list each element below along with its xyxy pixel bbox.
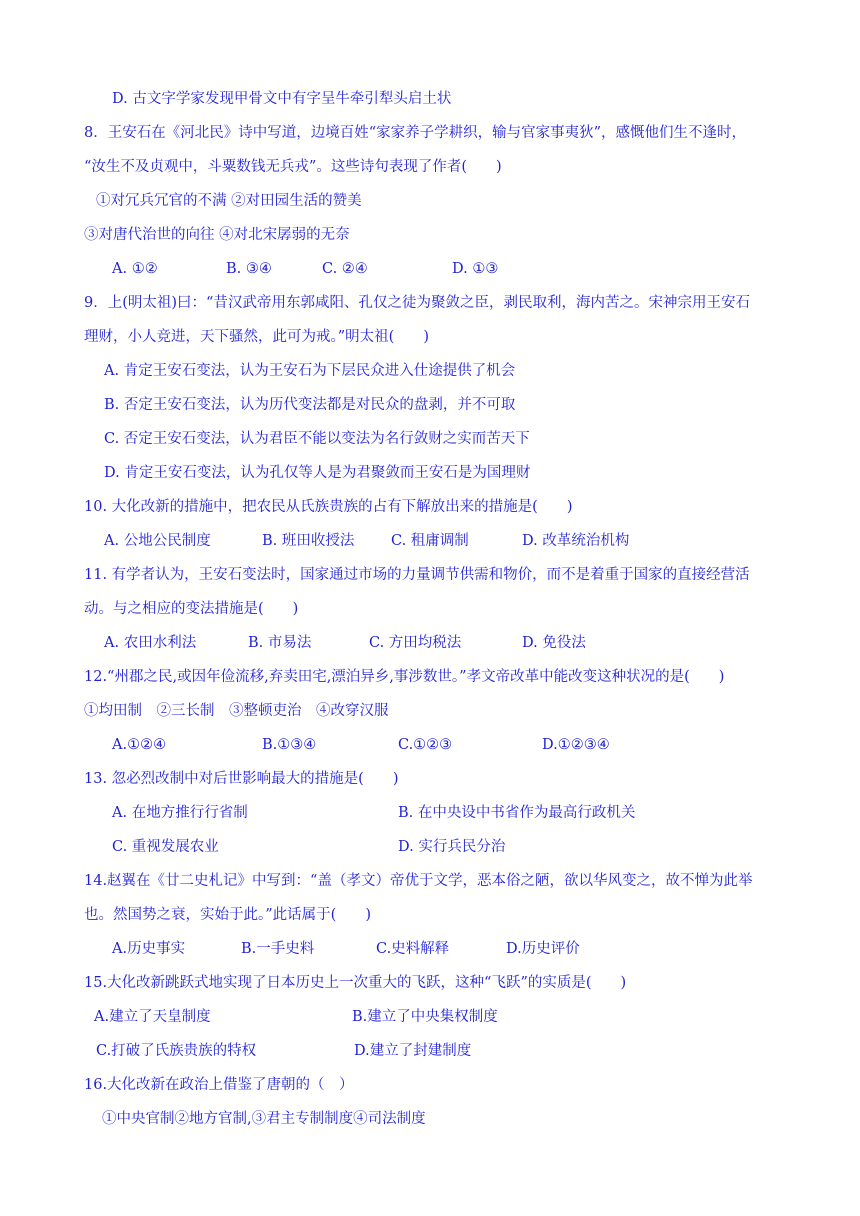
q13-option-d: D. 实行兵民分治 <box>398 839 506 855</box>
q10-option-d: D. 改革统治机构 <box>522 533 630 549</box>
q14-option-d: D.历史评价 <box>506 941 580 957</box>
q10-option-a: A. 公地公民制度 <box>104 533 211 549</box>
question-11-stem-cont: 动。与之相应的变法措施是( ) <box>84 601 299 617</box>
q8-option-c: C. ②④ <box>322 261 368 277</box>
question-9-stem: 9．上(明太祖)曰：“昔汉武帝用东郭咸阳、孔仅之徒为聚敛之臣，剥民取利，海内苦之。宋神宗用王安石 <box>84 295 750 311</box>
q11-option-a: A. 农田水利法 <box>104 635 197 651</box>
question-14-stem: 14.赵翼在《廿二史札记》中写到：“盖（孝文）帝优于文学，恶本俗之陋，欲以华风变之，故不惮为此举 <box>84 873 753 889</box>
q14-option-a: A.历史事实 <box>112 941 186 957</box>
q14-option-c: C.史料解释 <box>376 941 450 957</box>
question-13-stem: 13. 忽必烈改制中对后世影响最大的措施是( ) <box>84 771 399 787</box>
q7-option-d: D. 古文字学家发现甲骨文中有字呈牛牵引犁头启土状 <box>112 91 452 107</box>
q9-option-a: A. 肯定王安石变法，认为王安石为下层民众进入仕途提供了机会 <box>104 363 516 379</box>
q12-option-a: A.①②④ <box>112 737 167 753</box>
question-14-stem-cont: 也。然国势之衰，实始于此。”此话属于( ) <box>84 907 371 923</box>
q15-option-d: D.建立了封建制度 <box>354 1043 472 1059</box>
q15-option-b: B.建立了中央集权制度 <box>352 1009 498 1025</box>
question-8-stem: 8．王安石在《河北民》诗中写道，边境百姓“家家养子学耕织，输与官家事夷狄”，感慨他们生不逢时， <box>84 125 747 141</box>
q12-option-b: B.①③④ <box>262 737 317 753</box>
q15-option-c: C.打破了氏族贵族的特权 <box>96 1043 257 1059</box>
question-8-item-2: ③对唐代治世的向往 ④对北宋孱弱的无奈 <box>84 227 350 243</box>
q14-option-b: B.一手史料 <box>241 941 315 957</box>
q13-option-a: A. 在地方推行行省制 <box>112 805 248 821</box>
q11-option-d: D. 免役法 <box>522 635 586 651</box>
q10-option-c: C. 租庸调制 <box>391 533 469 549</box>
q15-option-a: A.建立了天皇制度 <box>94 1009 211 1025</box>
question-16-stem: 16.大化改新在政治上借鉴了唐朝的（ ） <box>84 1077 354 1093</box>
question-12-items: ①均田制 ②三长制 ③整顿吏治 ④改穿汉服 <box>84 703 389 719</box>
q12-option-d: D.①②③④ <box>542 737 610 753</box>
question-16-items: ①中央官制②地方官制,③君主专制制度④司法制度 <box>102 1111 426 1127</box>
q8-option-b: B. ③④ <box>226 261 272 277</box>
q13-option-c: C. 重视发展农业 <box>112 839 219 855</box>
q11-option-b: B. 市易法 <box>248 635 312 651</box>
question-9-stem-cont: 理财，小人竞进，天下骚然，此可为戒。”明太祖( ) <box>84 329 429 345</box>
q9-option-b: B. 否定王安石变法，认为历代变法都是对民众的盘剥，并不可取 <box>104 397 516 413</box>
question-10-stem: 10. 大化改新的措施中，把农民从氏族贵族的占有下解放出来的措施是( ) <box>84 499 573 515</box>
q8-option-a: A. ①② <box>112 261 158 277</box>
question-8-item-1: ①对冗兵冗官的不满 ②对田园生活的赞美 <box>96 193 362 209</box>
q13-option-b: B. 在中央设中书省作为最高行政机关 <box>398 805 636 821</box>
q12-option-c: C.①②③ <box>398 737 453 753</box>
question-12-stem: 12.“州郡之民,或因年俭流移,弃卖田宅,漂泊异乡,事涉数世。”孝文帝改革中能改变这种状况的是( ) <box>84 669 725 685</box>
question-8-stem-cont: “汝生不及贞观中，斗粟数钱无兵戎”。这些诗句表现了作者( ) <box>84 159 502 175</box>
q8-option-d: D. ①③ <box>452 261 499 277</box>
question-11-stem: 11. 有学者认为，王安石变法时，国家通过市场的力量调节供需和物价，而不是着重于国家的直接经营活 <box>84 567 750 583</box>
q11-option-c: C. 方田均税法 <box>369 635 462 651</box>
q10-option-b: B. 班田收授法 <box>262 533 355 549</box>
q9-option-d: D. 肯定王安石变法，认为孔仅等人是为君聚敛而王安石是为国理财 <box>104 465 531 481</box>
q9-option-c: C. 否定王安石变法，认为君臣不能以变法为名行敛财之实而苦天下 <box>104 431 530 447</box>
question-15-stem: 15.大化改新跳跃式地实现了日本历史上一次重大的飞跃，这种“飞跃”的实质是( ) <box>84 975 627 991</box>
